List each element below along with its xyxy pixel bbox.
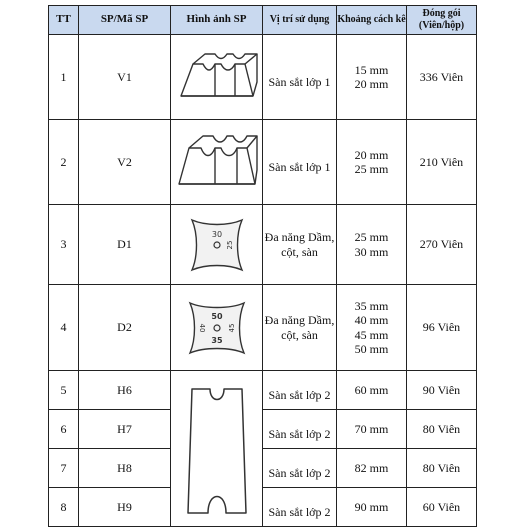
row-number: 6: [49, 410, 79, 449]
table-row: [49, 35, 477, 120]
spacer-mark: 40: [197, 323, 206, 332]
spacing-distance: [337, 35, 407, 120]
product-code: V2: [79, 120, 171, 205]
usage-position: Đa năng Dầm, cột, sàn: [263, 285, 337, 371]
spacing-distance: [337, 285, 407, 371]
spacer-spec-table: [48, 5, 477, 527]
spacer-mark: 45: [227, 323, 236, 332]
row-number: 4: [49, 285, 79, 371]
header-image: Hình ảnh SP: [171, 6, 263, 35]
distance-value: 20 mm: [354, 77, 389, 91]
spacer-mark: 50: [210, 311, 223, 321]
product-image-cell: [171, 35, 263, 120]
d-wheel-spacer-icon: [186, 214, 248, 276]
distance-value: 20 mm: [354, 147, 389, 162]
distance-value: 35 mm: [354, 298, 389, 313]
header-distance: Khoảng cách kê: [337, 6, 407, 35]
packing-count: 210 Viên: [407, 120, 477, 205]
row-number: 7: [49, 449, 79, 488]
product-image-cell: [171, 205, 263, 285]
packing-count: 96 Viên: [407, 285, 477, 371]
header-tt: TT: [49, 6, 79, 35]
spacing-distance: [337, 205, 407, 285]
row-number: 5: [49, 371, 79, 410]
product-image-cell: [171, 285, 263, 371]
v-chair-spacer-icon: [175, 126, 259, 198]
product-image-cell: [171, 371, 263, 527]
distance-value: 30 mm: [354, 244, 389, 259]
table-row: [49, 371, 477, 410]
spacer-mark: 30: [211, 229, 222, 239]
table-row: [49, 488, 477, 527]
packing-count: 80 Viên: [407, 449, 477, 488]
product-code: H8: [79, 449, 171, 488]
spacing-distance: 60 mm: [337, 371, 407, 410]
distance-value: 25 mm: [354, 162, 389, 176]
usage-position: Sàn sắt lớp 2: [263, 371, 337, 410]
row-number: 1: [49, 35, 79, 120]
spacer-mark: 35: [210, 335, 223, 345]
product-code: D2: [79, 285, 171, 371]
product-code: V1: [79, 35, 171, 120]
row-number: 2: [49, 120, 79, 205]
distance-value: 45 mm: [354, 327, 389, 342]
packing-count: 336 Viên: [407, 35, 477, 120]
header-packing: Đóng gói (Viên/hộp): [407, 6, 477, 35]
table-header-row: [49, 6, 477, 35]
header-position: Vị trí sử dụng: [263, 6, 337, 35]
usage-position: Sàn sắt lớp 2: [263, 410, 337, 449]
spacing-distance: 90 mm: [337, 488, 407, 527]
table-row: [49, 449, 477, 488]
packing-count: 80 Viên: [407, 410, 477, 449]
distance-value: 50 mm: [354, 341, 389, 356]
distance-value: 25 mm: [354, 230, 389, 245]
product-image-cell: [171, 120, 263, 205]
v-chair-spacer-icon: [175, 42, 259, 112]
row-number: 3: [49, 205, 79, 285]
product-code: D1: [79, 205, 171, 285]
table-row: [49, 120, 477, 205]
packing-count: 270 Viên: [407, 205, 477, 285]
spacer-mark: 25: [225, 240, 234, 249]
table-row: [49, 410, 477, 449]
usage-position: Đa năng Dầm, cột, sàn: [263, 205, 337, 285]
packing-count: 60 Viên: [407, 488, 477, 527]
distance-value: 15 mm: [354, 62, 389, 77]
product-code: H6: [79, 371, 171, 410]
d-wheel-spacer-icon: [182, 295, 252, 361]
product-code: H9: [79, 488, 171, 527]
header-code: SP/Mã SP: [79, 6, 171, 35]
h-block-spacer-icon: [182, 379, 252, 519]
distance-value: 40 mm: [354, 313, 389, 328]
spacing-distance: 70 mm: [337, 410, 407, 449]
usage-position: Sàn sắt lớp 1: [263, 35, 337, 120]
spacing-distance: 82 mm: [337, 449, 407, 488]
table-row: [49, 285, 477, 371]
row-number: 8: [49, 488, 79, 527]
usage-position: Sàn sắt lớp 1: [263, 120, 337, 205]
usage-position: Sàn sắt lớp 2: [263, 449, 337, 488]
packing-count: 90 Viên: [407, 371, 477, 410]
spacing-distance: [337, 120, 407, 205]
product-code: H7: [79, 410, 171, 449]
table-row: [49, 205, 477, 285]
usage-position: Sàn sắt lớp 2: [263, 488, 337, 527]
